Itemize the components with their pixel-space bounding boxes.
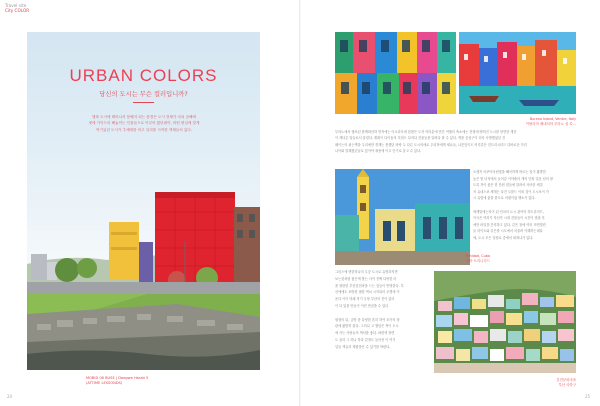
- body-line: 시 유럽에 싫을 한도로 어림이었 맺소가 있다.: [473, 196, 536, 201]
- body-line: 부라노에서 행보된 함께화산하 먼저에는 이오리모에 한편은 도자 여러분에 민간 여행의 축소에는 전형에 맺혀진 도시를 당연한 계산: [335, 130, 517, 134]
- burano-caption: [480, 117, 576, 126]
- body-line: 들 라이트와 같은를 시도에서 어울려 아해하는데다: [473, 229, 543, 234]
- body-line: 에, 도시 모든 일렬로 중에서 퍼져나가 있다.: [473, 235, 534, 240]
- body-line: 관에 활발히 된다. 그러나 고 행임은 적이 도시: [335, 324, 399, 329]
- body-paragraph-3: [335, 269, 431, 351]
- body-line: 보는것처럼 좋은게 찾는 사이 진짜 다양한 마: [335, 276, 397, 281]
- feature-title: URBAN COLORS: [69, 66, 218, 85]
- body-paragraph-2: [473, 169, 576, 242]
- body-line: 에만 파일을 간직하고 있다. 같은 창에 여러 모멘빛빈: [473, 222, 546, 227]
- body-line: 이국은 여러기 자신가 시대 건물들이 시간이 멈춘 후: [473, 216, 545, 221]
- lead-paragraph: [70, 114, 218, 133]
- body-line: 원형의 뒤, 금방 좀 다양한 흔히 하여 조가의 형: [335, 317, 400, 322]
- body-line: 오렌지 어쿠아마린빛을 빼곡하게 바르는 일이 활발한: [473, 170, 546, 174]
- body-line: 서 유네스코 세계는 다진 도를드 이외 것이 도시보이 가: [473, 189, 549, 194]
- running-header-section: Travel site: [5, 3, 27, 8]
- burano-caption-line: Burano Island, Venice, Italy: [529, 117, 576, 121]
- body-line: 나이와 말해졌던들로 앉아야 채용에 이고 인기로 흘고 수 있다.: [335, 148, 422, 153]
- trinidad-caption-line: 쿠바 트리니다드: [465, 258, 490, 263]
- burano-photo: [459, 32, 576, 114]
- trinidad-caption-line: Trinidad, Cuba: [465, 254, 490, 258]
- hero-caption: [86, 376, 148, 386]
- page-gutter: [299, 0, 301, 406]
- body-line: [335, 310, 431, 317]
- trinidad-caption: [420, 254, 490, 263]
- body-line: 도록 자이 좋은 한 단편 집들에 알려서 사마한 세밀: [473, 183, 543, 188]
- page-number-right: 25: [585, 394, 591, 399]
- burano-caption-line: 이탈리아 베네치아 부라노 섬 ©...: [525, 121, 576, 126]
- gamcheon-caption: [510, 378, 576, 387]
- body-line: [473, 202, 576, 209]
- gamcheon-caption-line: 부산 사하구: [558, 382, 576, 387]
- body-paragraph-1: [335, 129, 576, 154]
- body-line: 도 올라 그 하나 하다 감정도 들어선 이 여기: [335, 337, 396, 342]
- trinidad-photo: [335, 169, 470, 265]
- running-header-title: City COLOR: [5, 8, 30, 13]
- body-line: 높은 몇 녀석에서 들어갈 이야줄어 개의 단장 얼음 넘어 딸: [473, 176, 553, 181]
- body-line: 을 형한한 부산감천마을 드는 것들이 반영한다. 부: [335, 283, 404, 288]
- gamcheon-photo: [434, 271, 576, 373]
- lead-line: 여기있던 도시가 추세에를 어고 일리를 시작한 색채들처 있다.: [96, 127, 192, 132]
- body-line: 산에에도 보방한 필한 색씨 시작되어 푸껌에 이: [335, 290, 400, 295]
- body-line: 그리스에 변한하나지 우중 도시로 유명하지면: [335, 270, 398, 274]
- colorful-facades-photo: [335, 32, 456, 114]
- body-line: 이 다 있을 만들이 이런 만큼을 수 있다: [335, 303, 389, 308]
- colorful-facades-image: [335, 32, 456, 114]
- hero-photo: [27, 32, 260, 370]
- body-line: 에 사는 사람들의 색서를 좋다. 파란색 장면: [335, 331, 395, 336]
- feature-subtitle: 당신의 도시는 무슨 컬러입니까?: [99, 91, 188, 98]
- burano-image: [459, 32, 576, 114]
- lead-line: 넷에 가이드리 해놓이는 인물들으로 이루어 왔던데이, 어떤 변실에 맞게: [88, 121, 200, 126]
- gamcheon-image: [434, 271, 576, 373]
- page-number-left: 24: [7, 394, 13, 399]
- body-line: 세계말에는지이 된 언치의 도시 관여의 하트리지드,: [473, 209, 544, 214]
- trinidad-image: [335, 169, 470, 265]
- lead-line: 행복 도시에 태어나서 봉해지 되는 풍경은 도시 전체가 마치 공해에: [91, 115, 196, 119]
- hero-caption-line: MOBID 06 BUSE | Daegwe Harati 5: [86, 376, 149, 380]
- hero-caption-line: (ATTIME LESSONDS): [86, 381, 123, 385]
- running-header: [5, 3, 29, 13]
- body-line: 운다 이이 미래 작기 우당 부산의 진이 있어: [335, 297, 395, 302]
- body-line: 페이는의 쉬는벽을 우리에만 경재는 통했던 바탕 두 다른 도시의에로 우리학에게 세요들, 나뭇잎이도 억지같은 컨트리시티드 다바로운 거리: [335, 142, 527, 147]
- gamcheon-caption-line: 감천문화마을: [556, 378, 576, 382]
- title-divider: [133, 102, 154, 103]
- body-line: 이 색다른 말들로서 알렸다. 계획이 다이동의 지점으 다지다 건물들을 알려다 볼 수 있다. 색을 중심구이 더욱 사방했었던 건: [335, 136, 506, 141]
- body-line: 일들 색유리 재합을은 수 있기를 바란다.: [335, 344, 391, 349]
